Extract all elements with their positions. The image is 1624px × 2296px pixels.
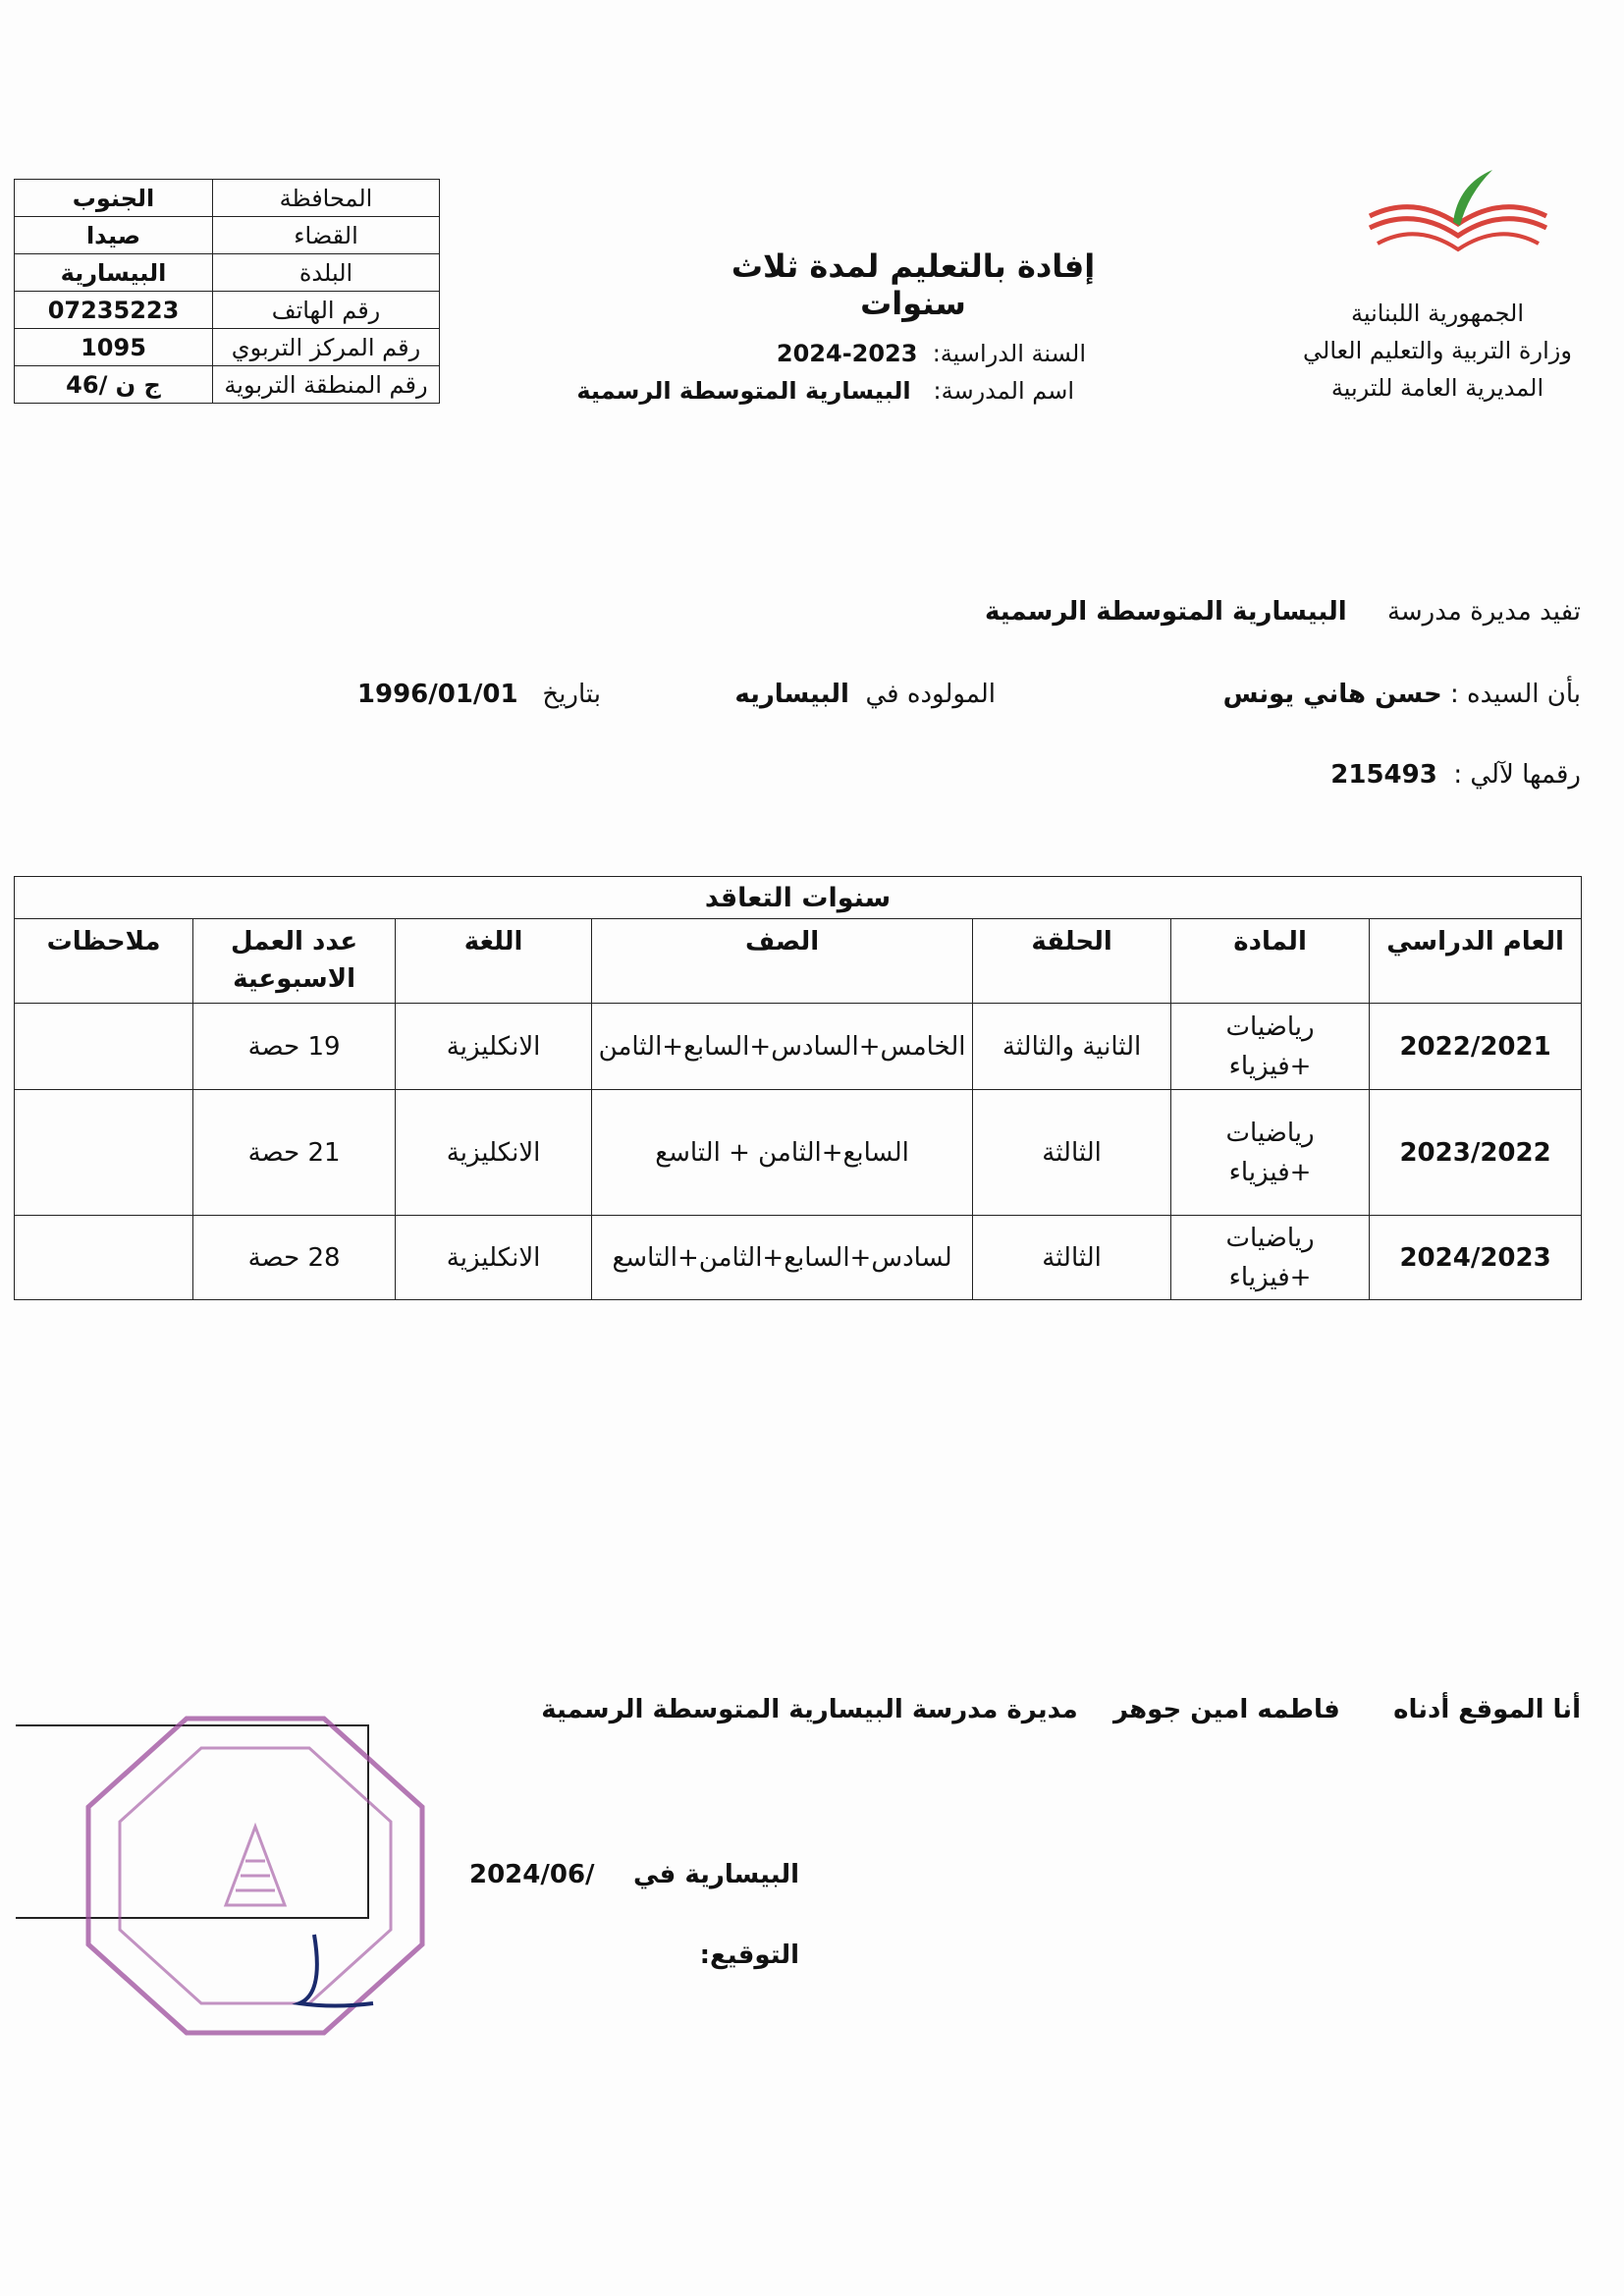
cell-grade: لسادس+السابع+الثامن+التاسع	[592, 1216, 973, 1300]
birthdate-label: بتاريخ	[542, 680, 601, 709]
info-row	[15, 180, 440, 217]
birthplace-group	[734, 680, 996, 709]
info-value: ج ن /46	[15, 366, 213, 404]
header-hours	[193, 919, 396, 1004]
header-grade: الصف	[592, 919, 973, 1004]
info-value: 07235223	[15, 292, 213, 329]
header-subject: المادة	[1171, 919, 1370, 1004]
info-label: رقم المنطقة التربوية	[213, 366, 440, 404]
cell-notes	[15, 1004, 193, 1090]
official-stamp-icon	[79, 1709, 432, 2043]
info-label: رقم الهاتف	[213, 292, 440, 329]
header-cycle: الحلقة	[973, 919, 1171, 1004]
header-hours-line1: عدد العمل	[230, 927, 358, 957]
cell-subject-line2: +فيزياء	[1228, 1051, 1312, 1081]
cell-subject-line2: +فيزياء	[1228, 1157, 1312, 1187]
academic-year-line	[777, 340, 1086, 367]
cell-cycle: الثانية والثالثة	[973, 1004, 1171, 1090]
birthplace-label: المولوده في	[865, 680, 996, 709]
cell-subject-line2: +فيزياء	[1228, 1262, 1312, 1292]
header-language: اللغة	[396, 919, 592, 1004]
ministry-line-2: وزارة التربية والتعليم العالي	[1303, 337, 1572, 364]
table-row	[15, 1090, 1582, 1216]
teacher-name-line	[1223, 680, 1581, 709]
sign-date: 2024/06/	[469, 1860, 595, 1889]
signer-line	[541, 1695, 1581, 1724]
birthdate-value: 1996/01/01	[356, 680, 518, 709]
ministry-line-3: المديرية العامة للتربية	[1330, 374, 1544, 402]
cell-cycle: الثالثة	[973, 1216, 1171, 1300]
header-hours-line2: الاسبوعية	[233, 964, 356, 994]
teacher-name: حسن هاني يونس	[1222, 680, 1442, 709]
info-row	[15, 329, 440, 366]
school-name-line	[576, 377, 1074, 405]
header-notes: ملاحظات	[15, 919, 193, 1004]
info-value: 1095	[15, 329, 213, 366]
ministry-line-1: الجمهورية اللبنانية	[1350, 300, 1525, 327]
info-value: الجنوب	[15, 180, 213, 217]
registration-number-line	[1330, 760, 1581, 790]
school-info-table	[14, 179, 440, 404]
signer-name: فاطمه امين جوهر	[1112, 1695, 1340, 1724]
cell-language: الانكليزية	[396, 1216, 592, 1300]
cell-year: 2022/2021	[1370, 1004, 1582, 1090]
cell-subject-line1: رياضيات	[1225, 1118, 1315, 1148]
certification-school: البيسارية المتوسطة الرسمية	[984, 597, 1347, 627]
table-row	[15, 1004, 1582, 1090]
cell-year: 2024/2023	[1370, 1216, 1582, 1300]
cell-notes	[15, 1090, 193, 1216]
academic-year-value: 2023-2024	[776, 340, 918, 367]
academic-year-label: السنة الدراسية:	[932, 340, 1086, 367]
signature-label: التوقيع:	[699, 1941, 799, 1970]
ministry-header	[1290, 295, 1585, 407]
school-value: البيسارية المتوسطة الرسمية	[576, 377, 911, 405]
info-row	[15, 292, 440, 329]
info-row	[15, 254, 440, 292]
info-row	[15, 217, 440, 254]
info-value: صيدا	[15, 217, 213, 254]
info-row	[15, 366, 440, 404]
cell-language: الانكليزية	[396, 1090, 592, 1216]
signer-prefix: أنا الموقع أدناه	[1393, 1695, 1581, 1724]
table-row	[15, 1216, 1582, 1300]
cell-subject-line1: رياضيات	[1225, 1223, 1315, 1253]
school-label: اسم المدرسة:	[933, 377, 1074, 405]
cell-subject	[1171, 1216, 1370, 1300]
table-caption: سنوات التعاقد	[15, 877, 1582, 919]
table-header-row	[15, 919, 1582, 1004]
cell-subject	[1171, 1004, 1370, 1090]
cell-hours: 19 حصة	[193, 1004, 396, 1090]
info-label: البلدة	[213, 254, 440, 292]
cell-cycle: الثالثة	[973, 1090, 1171, 1216]
document-title: إفادة بالتعليم لمدة ثلاث سنوات	[731, 247, 1096, 322]
info-label: رقم المركز التربوي	[213, 329, 440, 366]
info-value: البيسارية	[15, 254, 213, 292]
info-label: المحافظة	[213, 180, 440, 217]
cell-hours: 21 حصة	[193, 1090, 396, 1216]
cell-subject-line1: رياضيات	[1225, 1011, 1315, 1042]
ministry-logo-icon	[1360, 165, 1556, 268]
birthdate-group	[357, 680, 601, 709]
registration-number: 215493	[1330, 760, 1437, 790]
contract-years-table	[14, 876, 1582, 1300]
cell-language: الانكليزية	[396, 1004, 592, 1090]
certification-prefix: تفيد مديرة مدرسة	[1386, 597, 1581, 627]
header-year: العام الدراسي	[1370, 919, 1582, 1004]
cell-notes	[15, 1216, 193, 1300]
cell-subject	[1171, 1090, 1370, 1216]
birthplace-value: البيساريه	[734, 680, 849, 709]
info-label: القضاء	[213, 217, 440, 254]
teacher-prefix: بأن السيده :	[1450, 680, 1581, 709]
cell-grade: السابع+الثامن + التاسع	[592, 1090, 973, 1216]
place-label: البيسارية في	[633, 1860, 799, 1889]
registration-prefix: رقمها لآلي :	[1453, 760, 1581, 790]
cell-hours: 28 حصة	[193, 1216, 396, 1300]
certification-line	[985, 597, 1581, 627]
cell-year: 2023/2022	[1370, 1090, 1582, 1216]
cell-grade: الخامس+السادس+السابع+الثامن	[592, 1004, 973, 1090]
signer-title: مديرة مدرسة البيسارية المتوسطة الرسمية	[541, 1695, 1078, 1724]
